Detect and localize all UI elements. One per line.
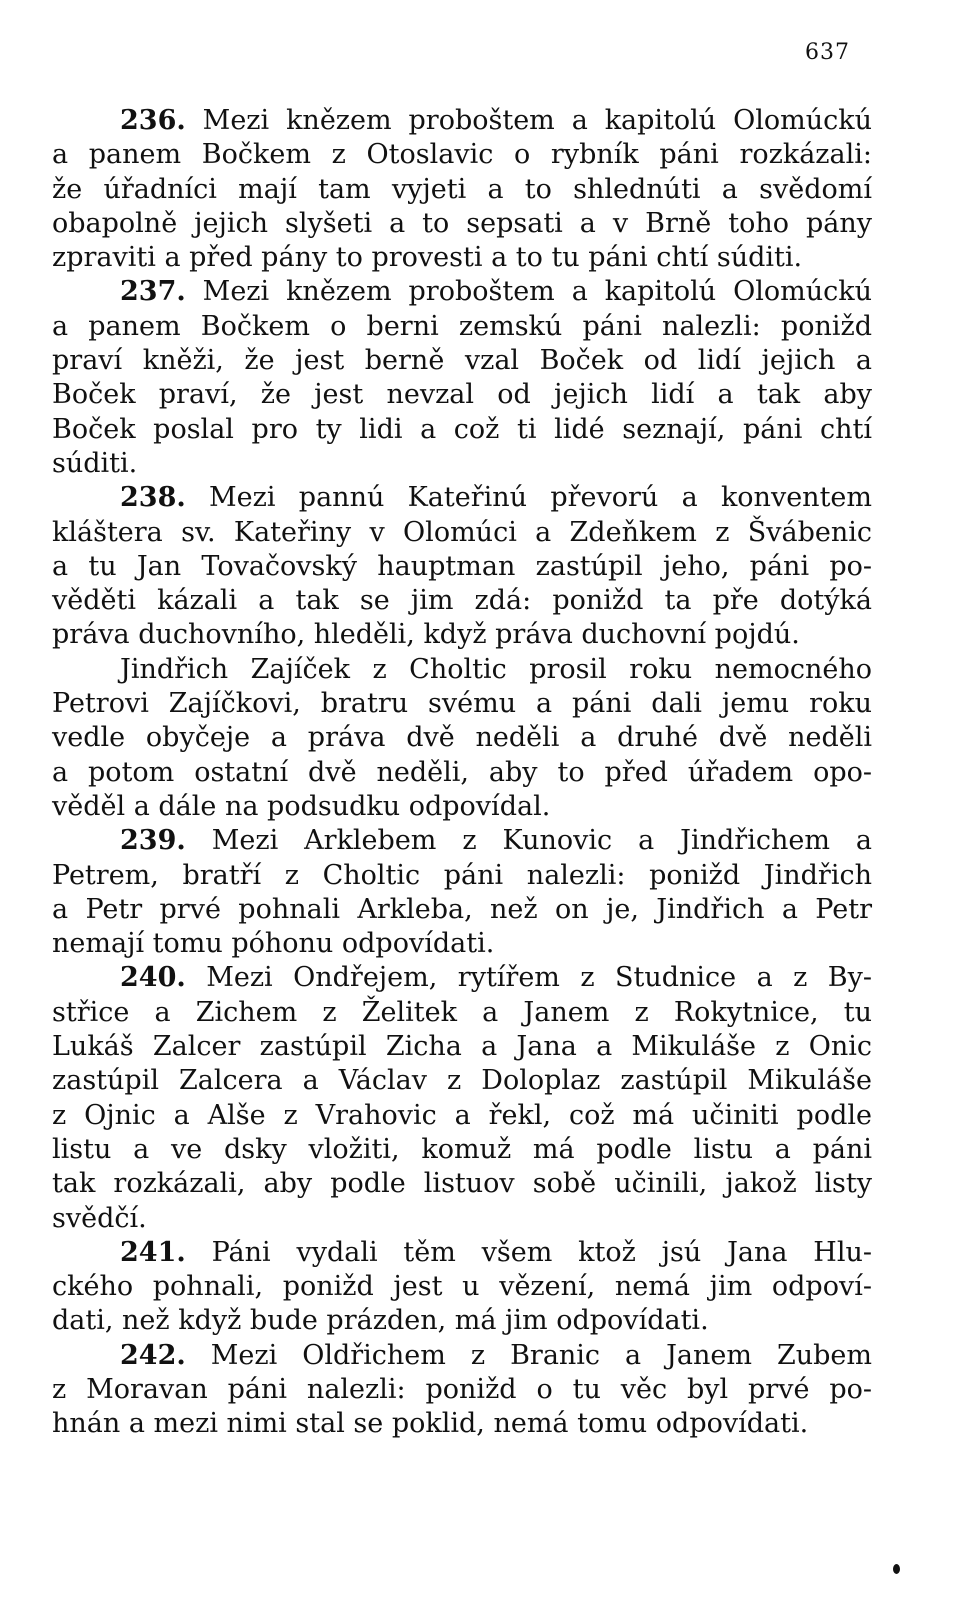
line-text: věděti kázali a tak se jim zdá: ponižd ta pře dotýká <box>52 585 872 617</box>
line-text: a Petr prvé pohnali Arkleba, než on je, Jindřich a Petr <box>52 893 872 925</box>
text-line <box>52 378 872 412</box>
text-line <box>52 1270 872 1304</box>
line-text: obapolně jejich slyšeti a to sepsati a v Brně toho pány <box>52 207 872 239</box>
text-line <box>52 927 872 961</box>
text-line <box>52 275 872 309</box>
line-text: vedle obyčeje a práva dvě neděli a druhé dvě neděli <box>52 722 872 754</box>
text-line <box>52 756 872 790</box>
line-text: práva duchovního, hleděli, když práva duchovní pojdú. <box>52 619 800 651</box>
text-line <box>52 653 872 687</box>
text-line <box>52 173 872 207</box>
text-line <box>52 344 872 378</box>
line-text: a panem Bočkem o berni zemskú páni nalezli: ponižd <box>52 310 872 342</box>
text-line <box>52 104 872 138</box>
line-text: Boček praví, že jest nevzal od jejich lidí a tak aby <box>52 379 872 411</box>
line-text: a panem Bočkem z Otoslavic o rybník páni rozkázali: <box>52 139 872 171</box>
line-text: Mezi Ondřejem, rytířem z Studnice a z By- <box>185 962 872 994</box>
line-text: kláštera sv. Kateřiny v Olomúci a Zdeňkem z Švábenic <box>52 516 872 548</box>
line-text: Mezi knězem proboštem a kapitolú Olomúckú <box>185 105 872 136</box>
section-number: 238. <box>120 482 186 514</box>
text-line <box>52 550 872 584</box>
text-line <box>52 824 872 858</box>
text-line <box>52 961 872 995</box>
text-line <box>52 1339 872 1373</box>
line-text: praví kněži, že jest berně vzal Boček od lidí jejich a <box>52 345 872 377</box>
line-text: Páni vydali těm všem ktož jsú Jana Hlu- <box>185 1236 872 1268</box>
body-text <box>52 104 872 1442</box>
line-text: a potom ostatní dvě neděli, aby to před úřadem opo- <box>52 756 872 788</box>
text-line <box>52 1373 872 1407</box>
text-line <box>52 618 872 652</box>
section-number: 236. <box>120 105 186 136</box>
section-number: 241. <box>120 1236 186 1268</box>
text-line <box>52 1064 872 1098</box>
text-line <box>52 1236 872 1270</box>
text-line <box>52 1304 872 1338</box>
line-text: Boček poslal pro ty lidi a což ti lidé seznají, páni chtí <box>52 413 872 445</box>
line-text: súditi. <box>52 447 138 479</box>
line-text: Mezi knězem proboštem a kapitolú Olomúckú <box>185 276 872 308</box>
page-number: 637 <box>805 40 850 65</box>
line-text: že úřadníci mají tam vyjeti a to shlednúti a svědomí <box>52 173 872 205</box>
text-line <box>52 687 872 721</box>
text-line <box>52 207 872 241</box>
text-line <box>52 893 872 927</box>
section-number: 237. <box>120 276 186 308</box>
line-text: nemají tomu póhonu odpovídati. <box>52 928 495 960</box>
text-line <box>52 859 872 893</box>
line-text: Mezi pannú Kateřinú převorú a konventem <box>185 482 872 514</box>
text-line <box>52 1167 872 1201</box>
line-text: Mezi Arklebem z Kunovic a Jindřichem a <box>185 825 872 857</box>
line-text: Lukáš Zalcer zastúpil Zicha a Jana a Mikuláše z Onic <box>52 1031 872 1063</box>
line-text: Mezi Oldřichem z Branic a Janem Zubem <box>185 1339 872 1371</box>
text-line <box>52 310 872 344</box>
text-line <box>52 1407 872 1441</box>
text-line <box>52 413 872 447</box>
line-text: zastúpil Zalcera a Václav z Doloplaz zastúpil Mikuláše <box>52 1065 872 1097</box>
text-line <box>52 996 872 1030</box>
section-number: 242. <box>120 1339 186 1371</box>
line-text: Jindřich Zajíček z Choltic prosil roku nemocného <box>120 653 872 685</box>
line-text: dati, než když bude prázden, má jim odpovídati. <box>52 1305 709 1337</box>
section-number: 239. <box>120 825 186 857</box>
text-line <box>52 481 872 515</box>
line-text: hnán a mezi nimi stal se poklid, nemá tomu odpovídati. <box>52 1408 809 1440</box>
text-line <box>52 1133 872 1167</box>
ink-mark <box>893 1564 900 1574</box>
line-text: z Moravan páni nalezli: ponižd o tu věc byl prvé po- <box>52 1373 872 1405</box>
line-text: věděl a dále na podsudku odpovídal. <box>52 790 551 822</box>
line-text: ckého pohnali, ponižd jest u vězení, nemá jim odpoví- <box>52 1271 872 1303</box>
line-text: Petrem, bratří z Choltic páni nalezli: ponižd Jindřich <box>52 859 872 891</box>
text-line <box>52 790 872 824</box>
line-text: Petrovi Zajíčkovi, bratru svému a páni dali jemu roku <box>52 688 872 720</box>
line-text: z Ojnic a Alše z Vrahovic a řekl, což má učiniti podle <box>52 1099 872 1131</box>
section-number: 240. <box>120 962 186 994</box>
text-line <box>52 584 872 618</box>
text-line <box>52 1202 872 1236</box>
line-text: svědčí. <box>52 1202 147 1234</box>
line-text: zpraviti a před pány to provesti a to tu páni chtí súditi. <box>52 242 803 274</box>
text-line <box>52 1030 872 1064</box>
text-line <box>52 516 872 550</box>
line-text: tak rozkázali, aby podle listuov sobě učinili, jakož listy <box>52 1168 872 1200</box>
text-line <box>52 241 872 275</box>
text-line <box>52 721 872 755</box>
text-line <box>52 1099 872 1133</box>
text-line <box>52 447 872 481</box>
line-text: a tu Jan Tovačovský hauptman zastúpil jeho, páni po- <box>52 550 872 582</box>
line-text: listu a ve dsky vložiti, komuž má podle listu a páni <box>52 1133 872 1165</box>
line-text: střice a Zichem z Želitek a Janem z Rokytnice, tu <box>52 996 872 1028</box>
text-line <box>52 138 872 172</box>
